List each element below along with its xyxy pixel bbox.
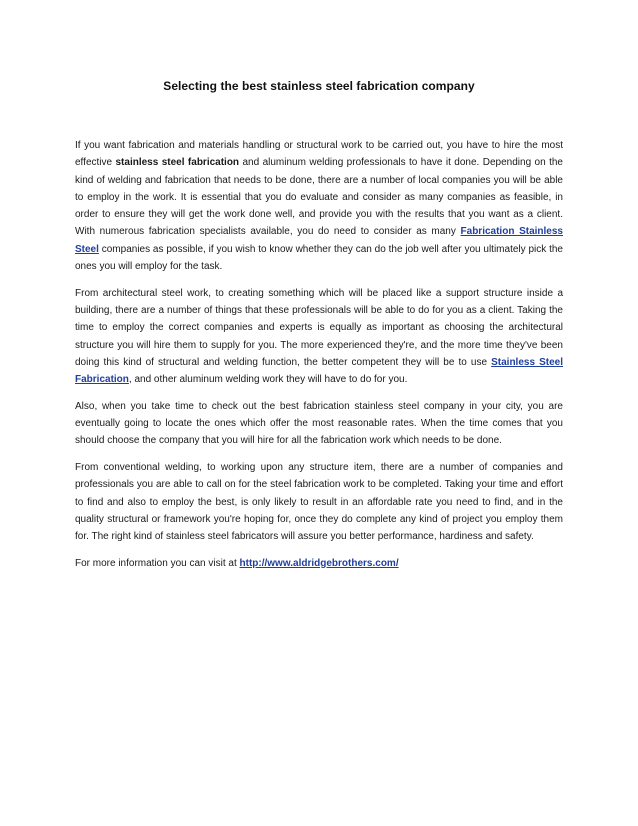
paragraph-2-text-c: , and other aluminum welding work they will have to do for you.: [128, 374, 408, 386]
paragraph-5-text-a: For more information you can visit at: [75, 557, 240, 569]
paragraph-3: Also, when you take time to check out the best fabrication stainless steel company in your city, you are eventually going to locate the ones which offer the most reasonable rates. When the time comes that you should choose the company that you will hire for all the fabrication work which needs to be done.: [75, 400, 563, 447]
paragraph-1: [75, 137, 563, 275]
paragraph-1-text-a: If you want fabrication and materials handling or structural work to be carried out, you have to hire the most effective: [75, 140, 563, 169]
link-fabrication-stainless-steel[interactable]: Fabrication Stainless Steel: [75, 226, 563, 255]
paragraph-4: From conventional welding, to working upon any structure item, there are a number of companies and professionals you are able to call on for the steel fabrication work to be completed. Taking your time and effort to find and also to employ the best, is only likely to result in an affordable rate you need to find, and in the quality structural or framework you're hoping for, once they do complete any kind of project you employ them for. The right kind of stainless steel fabricators will assure you better performance, hardiness and safety.: [75, 461, 563, 543]
keyword-stainless-steel-fabrication: stainless steel fabrication: [115, 157, 240, 169]
document-title: Selecting the best stainless steel fabrication company: [163, 79, 475, 93]
paragraph-1-text-e: companies as possible, if you wish to know whether they can do the job well after you ultimately pick the ones you will employ for the task.: [75, 243, 563, 273]
paragraph-2: [75, 285, 563, 389]
link-stainless-steel-fabrication[interactable]: Stainless Steel Fabrication: [75, 356, 564, 386]
link-aldridgebrothers-url[interactable]: http://www.aldridgebrothers.com/: [239, 557, 399, 569]
document-body: [75, 137, 563, 581]
paragraph-1-text-c: and aluminum welding professionals to have it done. Depending on the kind of welding and fabrication that needs to be done, there are a number of local companies you will be able to employ in the work. It is essential that you do evaluate and consider as many companies as feasible, in order to ensure they will get the work done well, and provide you with the results that you want as a client. With numerous fabrication specialists available, you do need to consider as many: [75, 157, 563, 238]
paragraph-2-text-a: From architectural steel work, to creating something which will be placed like a support structure inside a building, there are a number of things that these professionals will be able to do for you as a client. Taking the time to employ the correct companies and experts is equally as important as choosing the architectural structure you will hire them to supply for you. The more experienced they're, and the more time they've been doing this kind of structural and welding function, the better competent they will be to use: [75, 287, 563, 368]
paragraph-5: [75, 555, 563, 572]
